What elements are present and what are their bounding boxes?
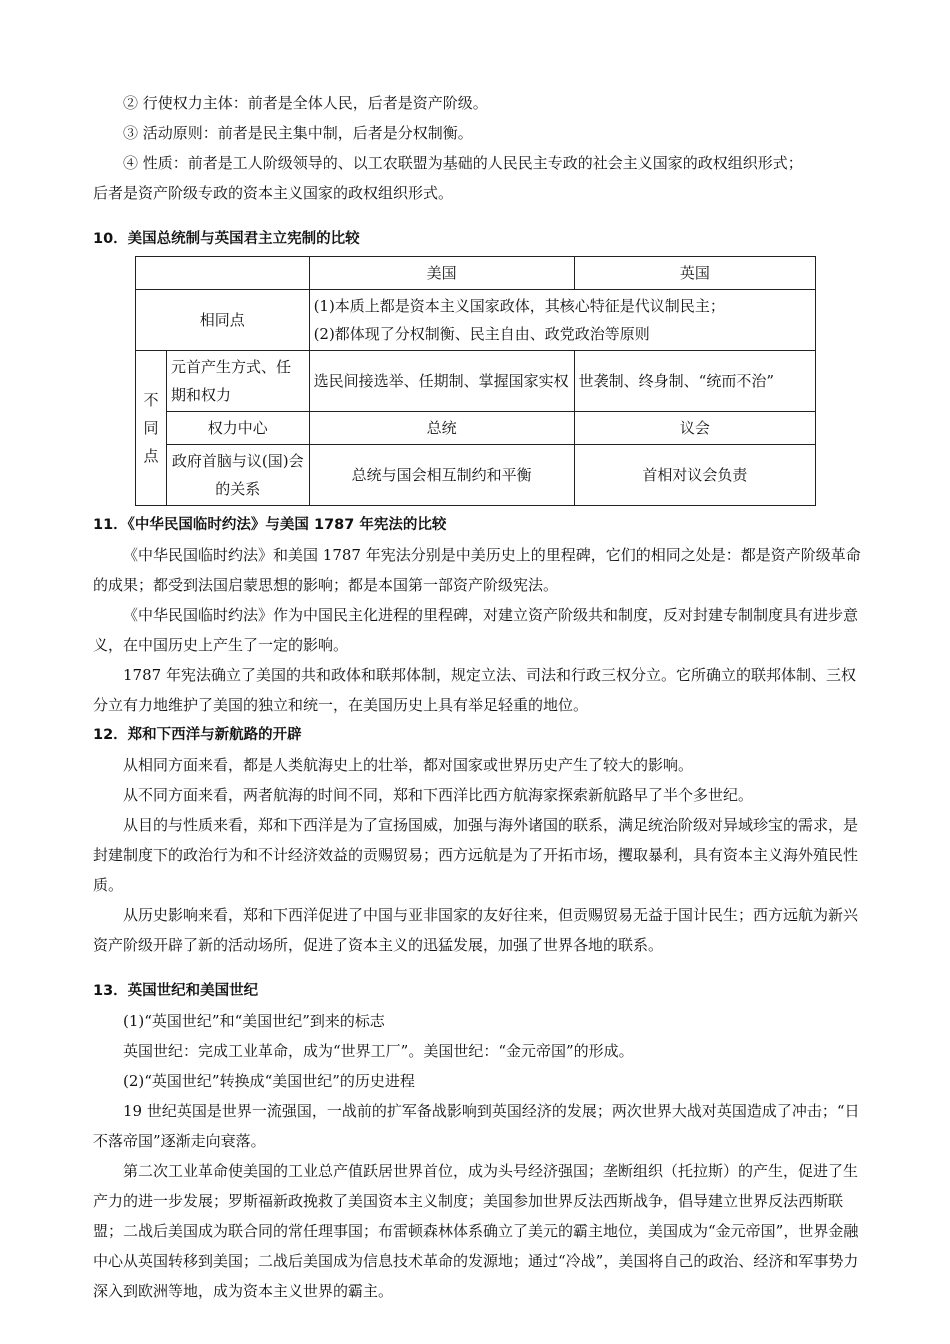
section-12-paragraph: 从不同方面来看，两者航海的时间不同，郑和下西洋比西方航海家探索新航路早了半个多世纪。 (123, 786, 754, 804)
section-11-paragraph: 1787 年宪法确立了美国的共和政体和联邦体制，规定立法、司法和行政三权分立。它所确立的联邦体制、三权分立有力地维护了美国的独立和统一，在美国历史上具有举足轻重的地位。 (93, 666, 856, 714)
intro-item-4: ④ 性质：前者是工人阶级领导的、以工农联盟为基础的人民民主专政的社会主义国家的政权组织形式； (123, 154, 803, 172)
section-13-paragraph: (1)“英国世纪”和“美国世纪”到来的标志 (123, 1012, 385, 1030)
same-content (309, 290, 815, 351)
same-point-2: (2)都体现了分权制衡、民主自由、政党政治等原则 (313, 325, 650, 343)
row3-uk: 首相对议会负责 (574, 445, 815, 506)
same-label: 相同点 (136, 290, 310, 351)
section-12-title: 12．郑和下西洋与新航路的开辟 (93, 727, 302, 743)
section-13-paragraph: 19 世纪英国是世界一流强国，一战前的扩军备战影响到英国经济的发展；两次世界大战对英国造成了冲击；“日不落帝国”逐渐走向衰落。 (93, 1102, 860, 1150)
section-11-paragraph: 《中华民国临时约法》作为中国民主化进程的里程碑，对建立资产阶级共和制度，反对封建专制制度具有进步意义，在中国历史上产生了一定的影响。 (93, 606, 859, 654)
diff-label-char-2: 同 (143, 419, 159, 437)
row1-label: 元首产生方式、任期和权力 (166, 351, 309, 412)
row2-us: 总统 (309, 412, 574, 445)
section-12-paragraph: 从相同方面来看，都是人类航海史上的壮举，都对国家或世界历史产生了较大的影响。 (123, 756, 694, 774)
section-13-paragraph: 英国世纪：完成工业革命，成为“世界工厂”。美国世纪：“金元帝国”的形成。 (123, 1042, 634, 1060)
row2-label: 权力中心 (166, 412, 309, 445)
diff-label (136, 351, 167, 506)
header-us: 美国 (309, 257, 574, 290)
section-12-paragraph: 从历史影响来看，郑和下西洋促进了中国与亚非国家的友好往来，但贡赐贸易无益于国计民生；西方远航为新兴资产阶级开辟了新的活动场所，促进了资本主义的迅猛发展，加强了世界各地的联系。 (93, 906, 859, 954)
row1-uk: 世袭制、终身制、“统而不治” (574, 351, 815, 412)
section-13-paragraph: 第二次工业革命使美国的工业总产值跃居世界首位，成为头号经济强国；垄断组织（托拉斯）的产生，促进了生产力的进一步发展；罗斯福新政挽救了美国资本主义制度；美国参加世界反法西斯战争，倡导建立世界反法西斯联盟；二战后美国成为联合同的常任理事国；布雷顿森林体系确立了美元的霸主地位，美国成为“金元帝国”，世界金融中心从英国转移到美国；二战后美国成为信息技术革命的发源地；通过“冷战”，美国将自己的政治、经济和军事势力深入到欧洲等地，成为资本主义世界的霸主。 (93, 1162, 859, 1300)
section-11-paragraph: 《中华民国临时约法》和美国 1787 年宪法分别是中美历史上的里程碑，它们的相同之处是：都是资产阶级革命的成果；都受到法国启蒙思想的影响；都是本国第一部资产阶级宪法。 (93, 546, 861, 594)
intro-item-2: ② 行使权力主体：前者是全体人民，后者是资产阶级。 (123, 94, 488, 112)
table-row-diff-2 (136, 412, 816, 445)
intro-item-4-cont: 后者是资产阶级专政的资本主义国家的政权组织形式。 (93, 184, 454, 202)
row3-label: 政府首脑与议(国)会的关系 (166, 445, 309, 506)
diff-label-char-3: 点 (143, 447, 159, 465)
row2-uk: 议会 (574, 412, 815, 445)
comparison-table (135, 256, 816, 506)
table-header-row (136, 257, 816, 290)
table-corner-cell (136, 257, 310, 290)
table-row-diff-3 (136, 445, 816, 506)
row3-us: 总统与国会相互制约和平衡 (309, 445, 574, 506)
table-row-same (136, 290, 816, 351)
section-13-title: 13．英国世纪和美国世纪 (93, 983, 259, 999)
header-uk: 英国 (574, 257, 815, 290)
section-10-title: 10．美国总统制与英国君主立宪制的比较 (93, 231, 360, 247)
section-12-paragraph: 从目的与性质来看，郑和下西洋是为了宣扬国威，加强与海外诸国的联系，满足统治阶级对异域珍宝的需求，是封建制度下的政治行为和不计经济效益的贡赐贸易；西方远航是为了开拓市场，攫取暴利，具有资本主义海外殖民性质。 (93, 816, 859, 894)
table-row-diff-1 (136, 351, 816, 412)
intro-item-3: ③ 活动原则：前者是民主集中制，后者是分权制衡。 (123, 124, 473, 142)
document-page (93, 88, 863, 1306)
same-point-1: (1)本质上都是资本主义国家政体，其核心特征是代议制民主； (313, 297, 725, 315)
section-11-title: 11．《中华民国临时约法》与美国 1787 年宪法的比较 (93, 517, 447, 533)
row1-us: 选民间接选举、任期制、掌握国家实权 (309, 351, 574, 412)
section-13-paragraph: (2)“英国世纪”转换成“美国世纪”的历史进程 (123, 1072, 415, 1090)
diff-label-char-1: 不 (143, 391, 159, 409)
